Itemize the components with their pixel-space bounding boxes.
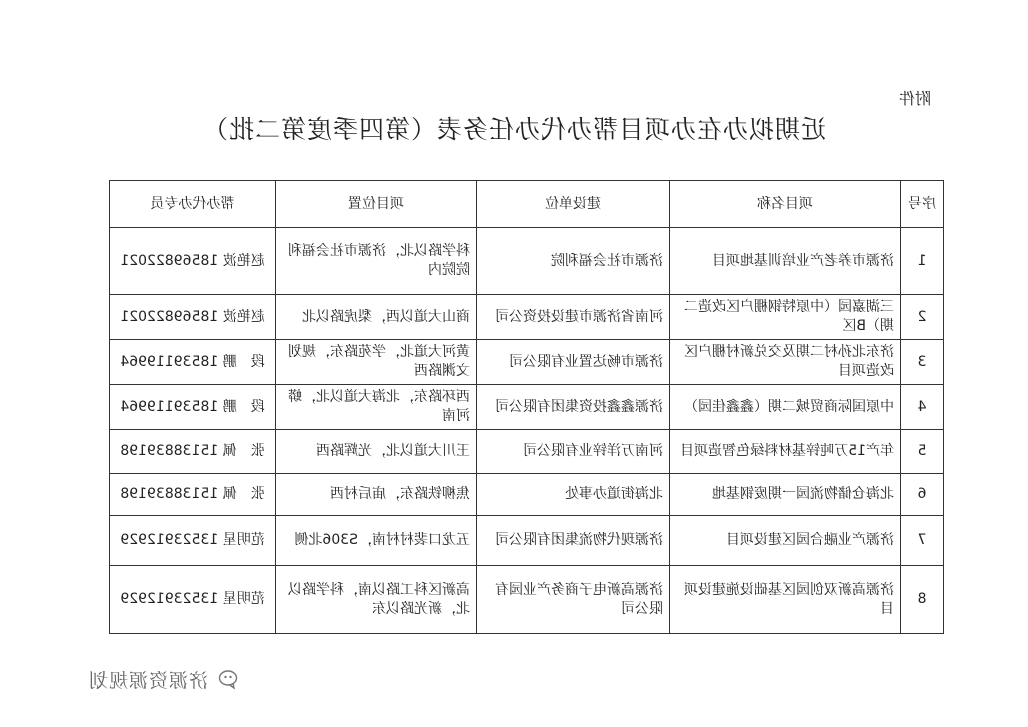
table-row bbox=[110, 228, 944, 295]
cell-agent: 范明星 13523912929 bbox=[110, 516, 276, 566]
cell-agent: 赵艳波 18569822021 bbox=[110, 228, 276, 295]
table-row bbox=[110, 566, 944, 634]
header-serial: 序号 bbox=[901, 181, 944, 228]
task-table bbox=[109, 180, 944, 634]
cell-project-name: 中原国际商贸城二期（鑫鑫佳园） bbox=[670, 385, 901, 430]
cell-serial: 4 bbox=[901, 385, 944, 430]
cell-builder: 济源市畅达置业有限公司 bbox=[477, 340, 670, 385]
cell-builder: 济源市社会福利院 bbox=[477, 228, 670, 295]
table-header-row bbox=[110, 181, 944, 228]
cell-agent: 段 鹏 18539119964 bbox=[110, 385, 276, 430]
cell-location: 科学路以北，济源市社会福利院院内 bbox=[276, 228, 477, 295]
cell-location: 西环路东，北海大道以北，蟒河南 bbox=[276, 385, 477, 430]
cell-agent: 赵艳波 18569822021 bbox=[110, 295, 276, 340]
cell-location: 王川大道以北，光辉路西 bbox=[276, 430, 477, 474]
table-row bbox=[110, 430, 944, 474]
cell-agent: 张 佩 15138839198 bbox=[110, 430, 276, 474]
cell-builder: 济源鑫鑫投资集团有限公司 bbox=[477, 385, 670, 430]
cell-builder: 济源现代物流集团有限公司 bbox=[477, 516, 670, 566]
table-row bbox=[110, 474, 944, 516]
cell-agent: 范明星 13523912929 bbox=[110, 566, 276, 634]
attachment-label: 附件 bbox=[898, 89, 931, 108]
cell-builder: 河南省济源市建设投资公司 bbox=[477, 295, 670, 340]
page-title: 近期拟办在办项目帮办代办任务表（第四季度第二批） bbox=[202, 115, 827, 144]
table-row bbox=[110, 516, 944, 566]
table-row bbox=[110, 295, 944, 340]
header-agent: 帮办代办专员 bbox=[110, 181, 276, 228]
cell-builder: 河南万洋锌业有限公司 bbox=[477, 430, 670, 474]
cell-builder: 北海街道办事处 bbox=[477, 474, 670, 516]
cell-project-name: 济源产业融合园区建设项目 bbox=[670, 516, 901, 566]
cell-serial: 3 bbox=[901, 340, 944, 385]
cell-project-name: 北海仓储物流园一期废钢基地 bbox=[670, 474, 901, 516]
header-builder: 建设单位 bbox=[477, 181, 670, 228]
watermark bbox=[88, 666, 238, 693]
cell-project-name: 年产15万吨锌基材料绿色智造项目 bbox=[670, 430, 901, 474]
watermark-text: 济源资源规划 bbox=[87, 670, 208, 692]
table-row bbox=[110, 340, 944, 385]
cell-serial: 6 bbox=[901, 474, 944, 516]
cell-agent: 张 佩 15138839198 bbox=[110, 474, 276, 516]
cell-project-name: 三湖嘉园（中原特钢棚户区改造二期）B区 bbox=[670, 295, 901, 340]
cell-project-name: 济源市养老产业培训基地项目 bbox=[670, 228, 901, 295]
cell-location: 五龙口裴村村南，S306北侧 bbox=[276, 516, 477, 566]
header-project-name: 项目名称 bbox=[670, 181, 901, 228]
cell-location: 高新区科工路以南，科学路以北，新光路以东 bbox=[276, 566, 477, 634]
cell-builder: 济源高新电子商务产业园有限公司 bbox=[477, 566, 670, 634]
cell-serial: 2 bbox=[901, 295, 944, 340]
cell-project-name: 济源高新双创园区基础设施建设项目 bbox=[670, 566, 901, 634]
wechat-bubble-icon bbox=[214, 668, 238, 692]
table-row bbox=[110, 385, 944, 430]
cell-location: 商山大道以西，梨虎路以北 bbox=[276, 295, 477, 340]
cell-serial: 5 bbox=[901, 430, 944, 474]
cell-serial: 1 bbox=[901, 228, 944, 295]
cell-serial: 8 bbox=[901, 566, 944, 634]
cell-location: 黄河大道北，学苑路东，规划文渊路西 bbox=[276, 340, 477, 385]
header-location: 项目位置 bbox=[276, 181, 477, 228]
cell-serial: 7 bbox=[901, 516, 944, 566]
cell-agent: 段 鹏 18539119964 bbox=[110, 340, 276, 385]
cell-project-name: 济东北孙村二期及交兑新村棚户区改造项目 bbox=[670, 340, 901, 385]
cell-location: 焦柳铁路东，庙后村西 bbox=[276, 474, 477, 516]
